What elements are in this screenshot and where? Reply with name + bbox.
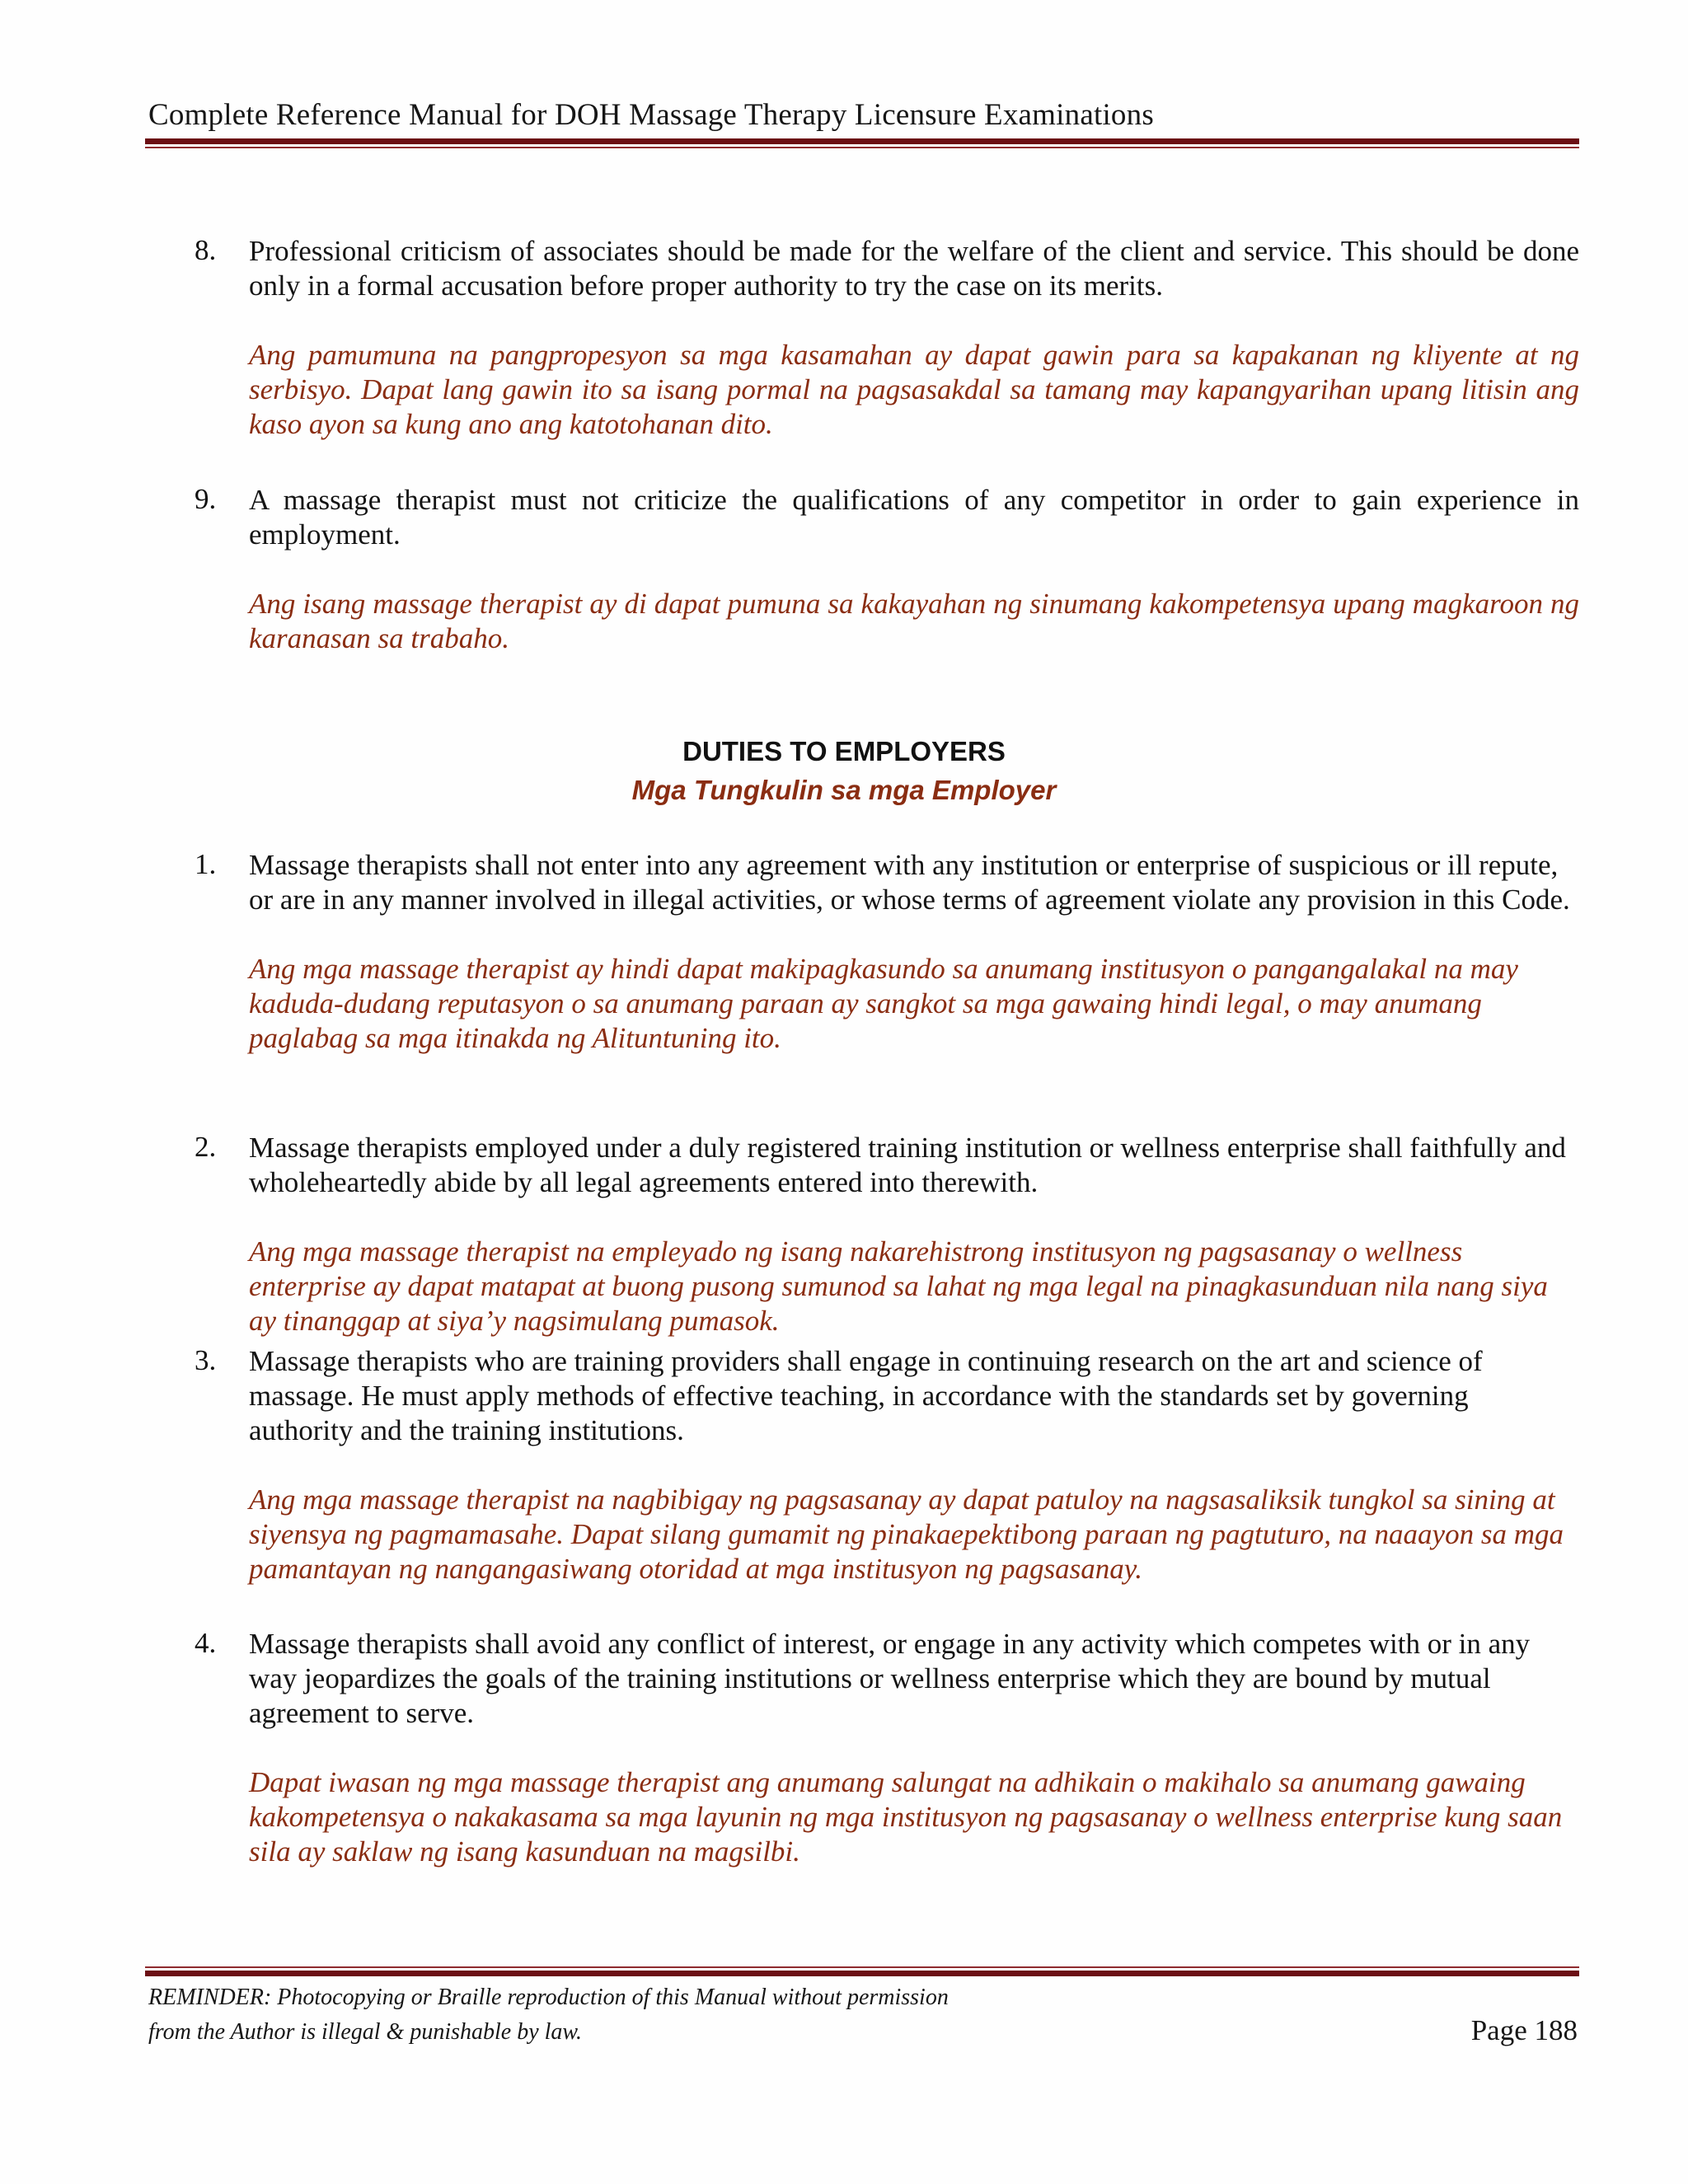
item-english-text: Massage therapists employed under a duly registered training institution or wellness enterprise shall faithfully and wholeheartedly abide by all legal agreements entered into therewith. xyxy=(249,1132,1566,1198)
item-english-text: A massage therapist must not criticize the qualifications of any competitor in order to gain experience in employment. xyxy=(249,484,1579,551)
item-tagalog-text: Dapat iwasan ng mga massage therapist ang anumang salungat na adhikain o makihalo sa anumang gawaing kakompetensya o nakakasama sa mga layunin ng mga institusyon ng pagsasanay o wellness enterprise kung saan sila ay saklaw ng isang kasunduan na magsilbi. xyxy=(249,1766,1563,1868)
page-header-title: Complete Reference Manual for DOH Massage Therapy Licensure Examinations xyxy=(148,98,1154,132)
list-item-8 xyxy=(195,234,1579,442)
item-english-text: Professional criticism of associates should be made for the welfare of the client and service. This should be done only in a formal accusation before proper authority to try the case on its merits. xyxy=(249,235,1579,302)
footer-reminder xyxy=(148,1980,949,2050)
list-item-2 xyxy=(195,1131,1579,1338)
item-tagalog-text: Ang pamumuna na pangpropesyon sa mga kasamahan ay dapat gawin para sa kapakanan ng kliyente at ng serbisyo. Dapat lang gawin ito sa isang pormal na pagsasakdal sa tamang may kapangyarihan upang litisin ang kaso ayon sa kung ano ang katotohanan dito. xyxy=(249,339,1579,440)
footer-rule xyxy=(145,1966,1579,1976)
item-english-text: Massage therapists who are training providers shall engage in continuing research on the art and science of massage. He must apply methods of effective teaching, in accordance with the standards set by governing authority and the training institutions. xyxy=(249,1345,1483,1446)
list-item-4 xyxy=(195,1627,1579,1869)
section-title: DUTIES TO EMPLOYERS xyxy=(682,736,1006,766)
header-rule xyxy=(145,138,1579,148)
item-number: 4. xyxy=(195,1627,217,1659)
item-number: 8. xyxy=(195,234,217,266)
item-tagalog-text: Ang isang massage therapist ay di dapat pumuna sa kakayahan ng sinumang kakompetensya upang magkaroon ng karanasan sa trabaho. xyxy=(249,588,1579,654)
item-number: 2. xyxy=(195,1131,217,1163)
item-english-text: Massage therapists shall avoid any conflict of interest, or engage in any activity which competes with or in any way jeopardizes the goals of the training institutions or wellness enterprise which they are bound by mutual agreement to serve. xyxy=(249,1628,1531,1729)
page-number: Page 188 xyxy=(1470,2014,1578,2046)
section-subtitle: Mga Tungkulin sa mga Employer xyxy=(631,775,1057,805)
item-number: 1. xyxy=(195,848,217,880)
item-tagalog-text: Ang mga massage therapist na nagbibigay ng pagsasanay ay dapat patuloy na nagsasaliksik tungkol sa sining at siyensya ng pagmamasahe. Dapat silang gumamit ng pinakaepektibong paraan ng pagtuturo, na naaayon sa mga pamantayan ng nangangasiwang otoridad at mga institusyon ng pagsasanay. xyxy=(249,1483,1564,1585)
footer-reminder-line: REMINDER: Photocopying or Braille reproduction of this Manual without permission xyxy=(148,1985,949,2010)
footer-reminder-line: from the Author is illegal & punishable by law. xyxy=(148,2019,583,2045)
item-tagalog-text: Ang mga massage therapist ay hindi dapat makipagkasundo sa anumang institusyon o pangangalakal na may kaduda-dudang reputasyon o sa anumang paraan ay sangkot sa mga gawaing hindi legal, o may anumang paglabag sa mga itinakda ng Alituntuning ito. xyxy=(249,953,1518,1054)
list-item-9 xyxy=(195,483,1579,656)
list-item-1 xyxy=(195,848,1579,1056)
item-number: 9. xyxy=(195,483,217,515)
item-english-text: Massage therapists shall not enter into any agreement with any institution or enterprise of suspicious or ill repute, or are in any manner involved in illegal activities, or whose terms of agreement violate any provision in this Code. xyxy=(249,849,1570,916)
list-item-3 xyxy=(195,1344,1579,1586)
item-tagalog-text: Ang mga massage therapist na empleyado ng isang nakarehistrong institusyon ng pagsasanay o wellness enterprise ay dapat matapat at buong pusong sumunod sa lahat ng mga legal na pinagkasunduan nila nang siya ay tinanggap at siya’y nagsimulang pumasok. xyxy=(249,1235,1548,1337)
item-number: 3. xyxy=(195,1344,217,1376)
